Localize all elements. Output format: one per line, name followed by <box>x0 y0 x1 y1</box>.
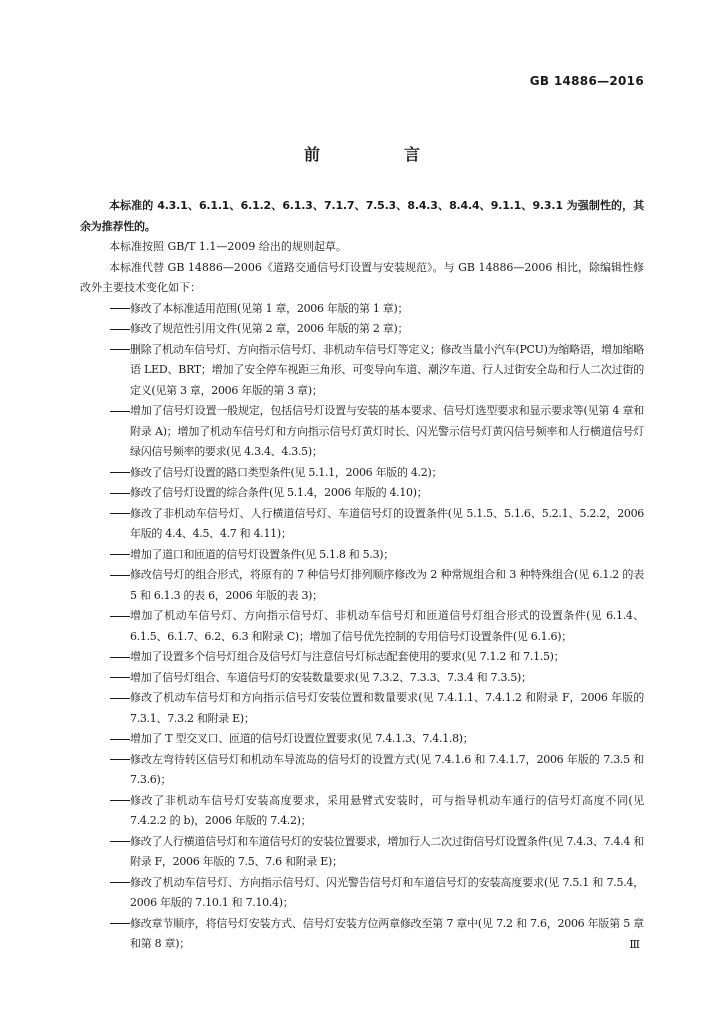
em-dash-bullet <box>109 668 130 689</box>
change-item-text: 增加了道口和匝道的信号灯设置条件(见 5.1.8 和 5.3)； <box>130 547 394 561</box>
change-list-item <box>80 832 644 873</box>
change-list-item <box>80 483 644 504</box>
change-item-text: 修改了规范性引用文件(见第 2 章，2006 年版的第 2 章)； <box>130 322 409 335</box>
change-item-text: 增加了设置多个信号灯组合及信号灯与注意信号灯标志配套使用的要求(见 7.1.2 和 7.1.5)； <box>130 650 565 663</box>
change-list <box>80 299 644 955</box>
change-list-item <box>80 545 644 566</box>
change-item-text: 修改了信号灯设置的路口类型条件(见 5.1.1，2006 年版的 4.2)； <box>130 465 443 479</box>
change-item-text: 修改了机动车信号灯、方向指示信号灯、闪光警告信号灯和车道信号灯的安装高度要求(见 7.5.1 和 7.5.4，2006 年版的 7.10.1 和 7.10.4)； <box>130 875 644 909</box>
page-title: 前 言 <box>303 145 454 164</box>
em-dash-bullet <box>109 504 130 525</box>
change-item-text: 修改了非机动车信号灯、人行横道信号灯、车道信号灯的设置条件(见 5.1.5、5.1.6、5.2.1、5.2.2，2006 年版的 4.4、4.5、4.7 和 4.11)； <box>130 506 644 540</box>
em-dash-bullet <box>109 565 130 586</box>
change-list-item <box>80 401 644 463</box>
em-dash-bullet <box>109 729 130 750</box>
change-item-text: 增加了信号灯组合、车道信号灯的安装数量要求(见 7.3.2、7.3.3、7.3.4 和 7.3.5)； <box>130 670 532 684</box>
change-item-text: 增加了信号灯设置一般规定，包括信号灯设置与安装的基本要求、信号灯选型要求和显示要求等(见第 4 章和附录 A)；增加了机动车信号灯和方向指示信号灯黄灯时长、闪光警示信号灯黄闪信号频率和人行横道信号灯绿闪信号频率的要求(见 4.3.4、4.3.5)； <box>130 404 644 458</box>
em-dash-bullet <box>109 647 130 668</box>
change-list-item <box>80 647 644 668</box>
em-dash-bullet <box>109 545 130 566</box>
change-list-item <box>80 319 644 340</box>
em-dash-bullet <box>109 750 130 771</box>
change-list-item <box>80 750 644 791</box>
change-item-text: 修改了非机动车信号灯安装高度要求，采用悬臂式安装时，可与指导机动车通行的信号灯高度不同(见 7.4.2.2 的 b)，2006 年版的 7.4.2)； <box>130 793 644 827</box>
em-dash-bullet <box>109 319 130 340</box>
change-item-text: 修改信号灯的组合形式，将原有的 7 种信号灯排列顺序修改为 2 种常规组合和 3 种特殊组合(见 6.1.2 的表 5 和 6.1.3 的表 6，2006 年版的表 3)； <box>130 568 644 602</box>
change-list-item <box>80 606 644 647</box>
change-list-item <box>80 791 644 832</box>
replacement-paragraph: 本标准代替 GB 14886—2006《道路交通信号灯设置与安装规范》。与 GB 14886—2006 相比，除编辑性修改外主要技术变化如下： <box>80 260 644 294</box>
change-item-text: 增加了机动车信号灯、方向指示信号灯、非机动车信号灯和匝道信号灯组合形式的设置条件(见 6.1.4、6.1.5、6.1.7、6.2、6.3 和附录 C)；增加了信号优先控制的专用信号灯设置条件(见 6.1.6)； <box>130 609 644 643</box>
em-dash-bullet <box>109 832 130 853</box>
change-item-text: 修改了机动车信号灯和方向指示信号灯安装位置和数量要求(见 7.4.1.1、7.4.1.2 和附录 F，2006 年版的 7.3.1、7.3.2 和附录 E)； <box>130 691 644 725</box>
change-list-item <box>80 504 644 545</box>
change-item-text: 修改章节顺序，将信号灯安装方式、信号灯安装方位两章修改至第 7 章中(见 7.2 和 7.6，2006 年版第 5 章和第 8 章)； <box>130 916 644 950</box>
change-list-item <box>80 914 644 955</box>
em-dash-bullet <box>109 401 130 422</box>
em-dash-bullet <box>109 606 130 627</box>
drafting-rules-paragraph: 本标准按照 GB/T 1.1—2009 给出的规则起草。 <box>109 240 347 253</box>
change-item-text: 修改了本标准适用范围(见第 1 章，2006 年版的第 1 章)； <box>130 301 409 315</box>
change-list-item <box>80 299 644 320</box>
change-list-item <box>80 729 644 750</box>
em-dash-bullet <box>109 463 130 484</box>
change-list-item <box>80 565 644 606</box>
em-dash-bullet <box>109 483 130 504</box>
change-item-text: 修改了人行横道信号灯和车道信号灯的安装位置要求，增加行人二次过街信号灯设置条件(见 7.4.3、7.4.4 和附录 F，2006 年版的 7.5、7.6 和附录 E)； <box>130 834 644 868</box>
page-number: Ⅲ <box>629 938 640 951</box>
em-dash-bullet <box>109 873 130 894</box>
change-list-item <box>80 688 644 729</box>
change-item-text: 修改了信号灯设置的综合条件(见 5.1.4，2006 年版的 4.10)； <box>130 486 428 499</box>
change-list-item <box>80 463 644 484</box>
em-dash-bullet <box>109 791 130 812</box>
mandatory-clauses-paragraph: 本标准的 4.3.1、6.1.1、6.1.2、6.1.3、7.1.7、7.5.3、8.4.3、8.4.4、9.1.1、9.3.1 为强制性的，其余为推荐性的。 <box>80 199 644 233</box>
change-list-item <box>80 340 644 402</box>
em-dash-bullet <box>109 299 130 320</box>
change-item-text: 增加了 T 型交叉口、匝道的信号灯设置位置要求(见 7.4.1.3、7.4.1.8)； <box>130 732 474 745</box>
em-dash-bullet <box>109 914 130 935</box>
change-item-text: 修改左弯待转区信号灯和机动车导流岛的信号灯的设置方式(见 7.4.1.6 和 7.4.1.7，2006 年版的 7.3.5 和 7.3.6)； <box>130 752 644 786</box>
em-dash-bullet <box>109 340 130 361</box>
change-item-text: 删除了机动车信号灯、方向指示信号灯、非机动车信号灯等定义；修改当量小汽车(PCU)为缩略语，增加缩略语 LED、BRT；增加了安全停车视距三角形、可变导向车道、潮汐车道、行人过街安全岛和行人二次过街的定义(见第 3 章，2006 年版的第 3 章)； <box>130 342 644 397</box>
em-dash-bullet <box>109 688 130 709</box>
change-list-item <box>80 873 644 914</box>
change-list-item <box>80 668 644 689</box>
document-body <box>80 196 644 955</box>
standard-code-header: GB 14886—2016 <box>529 74 644 88</box>
